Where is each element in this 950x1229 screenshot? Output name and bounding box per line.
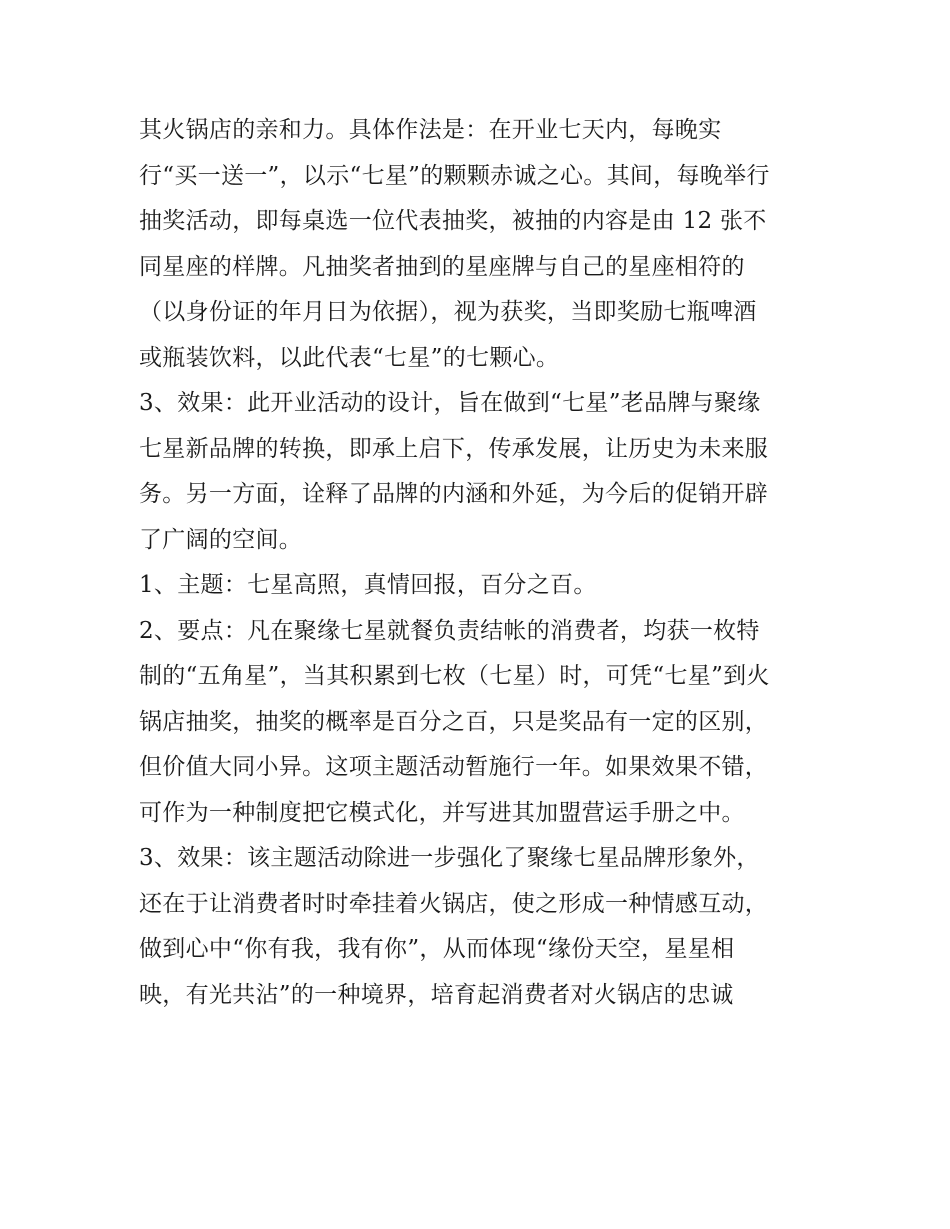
text-line: 抽奖活动，即每桌选一位代表抽奖，被抽的内容是由 12 张不 bbox=[139, 208, 767, 234]
text-line: 映，有光共沾”的一种境界，培育起消费者对火锅店的忠诚 bbox=[139, 981, 734, 1008]
text-line: 1、主题：七星高照，真情回报，百分之百。 bbox=[139, 572, 597, 598]
text-line: 务。另一方面，诠释了品牌的内涵和外延，为今后的促销开辟 bbox=[139, 481, 769, 507]
text-line: 做到心中“你有我，我有你”，从而体现“缘份天空，星星相 bbox=[139, 936, 735, 962]
text-line: 行“买一送一”，以示“七星”的颗颗赤诚之心。其间，每晚举行 bbox=[139, 162, 770, 189]
text-line: 2、要点：凡在聚缘七星就餐负责结帐的消费者，均获一枚特 bbox=[139, 617, 760, 644]
text-line: 制的“五角星”，当其积累到七枚（七星）时，可凭“七星”到火 bbox=[139, 663, 770, 689]
text-line: 七星新品牌的转换，即承上启下，传承发展，让历史为未来服 bbox=[139, 435, 769, 462]
text-line: 但价值大同小异。这项主题活动暂施行一年。如果效果不错， bbox=[139, 754, 769, 780]
text-line: 了广阔的空间。 bbox=[139, 526, 303, 553]
text-line: 3、效果：该主题活动除进一步强化了聚缘七星品牌形象外， bbox=[139, 845, 760, 871]
text-line: 锅店抽奖，抽奖的概率是百分之百，只是奖品有一定的区别， bbox=[139, 708, 769, 735]
text-line: 同星座的样牌。凡抽奖者抽到的星座牌与自己的星座相符的 bbox=[139, 253, 745, 280]
text-line: 其火锅店的亲和力。具体作法是：在开业七天内，每晚实 bbox=[139, 117, 722, 143]
text-line: 还在于让消费者时时牵挂着火锅店，使之形成一种情感互动， bbox=[139, 890, 769, 917]
body-text bbox=[139, 108, 829, 1018]
text-line: 3、效果：此开业活动的设计，旨在做到“七星”老品牌与聚缘 bbox=[139, 390, 761, 416]
text-line: 可作为一种制度把它模式化，并写进其加盟营运手册之中。 bbox=[139, 799, 745, 826]
text-line: 或瓶装饮料，以此代表“七星”的七颗心。 bbox=[139, 344, 560, 371]
text-line: （以身份证的年月日为依据），视为获奖，当即奖励七瓶啤酒 bbox=[139, 299, 757, 325]
